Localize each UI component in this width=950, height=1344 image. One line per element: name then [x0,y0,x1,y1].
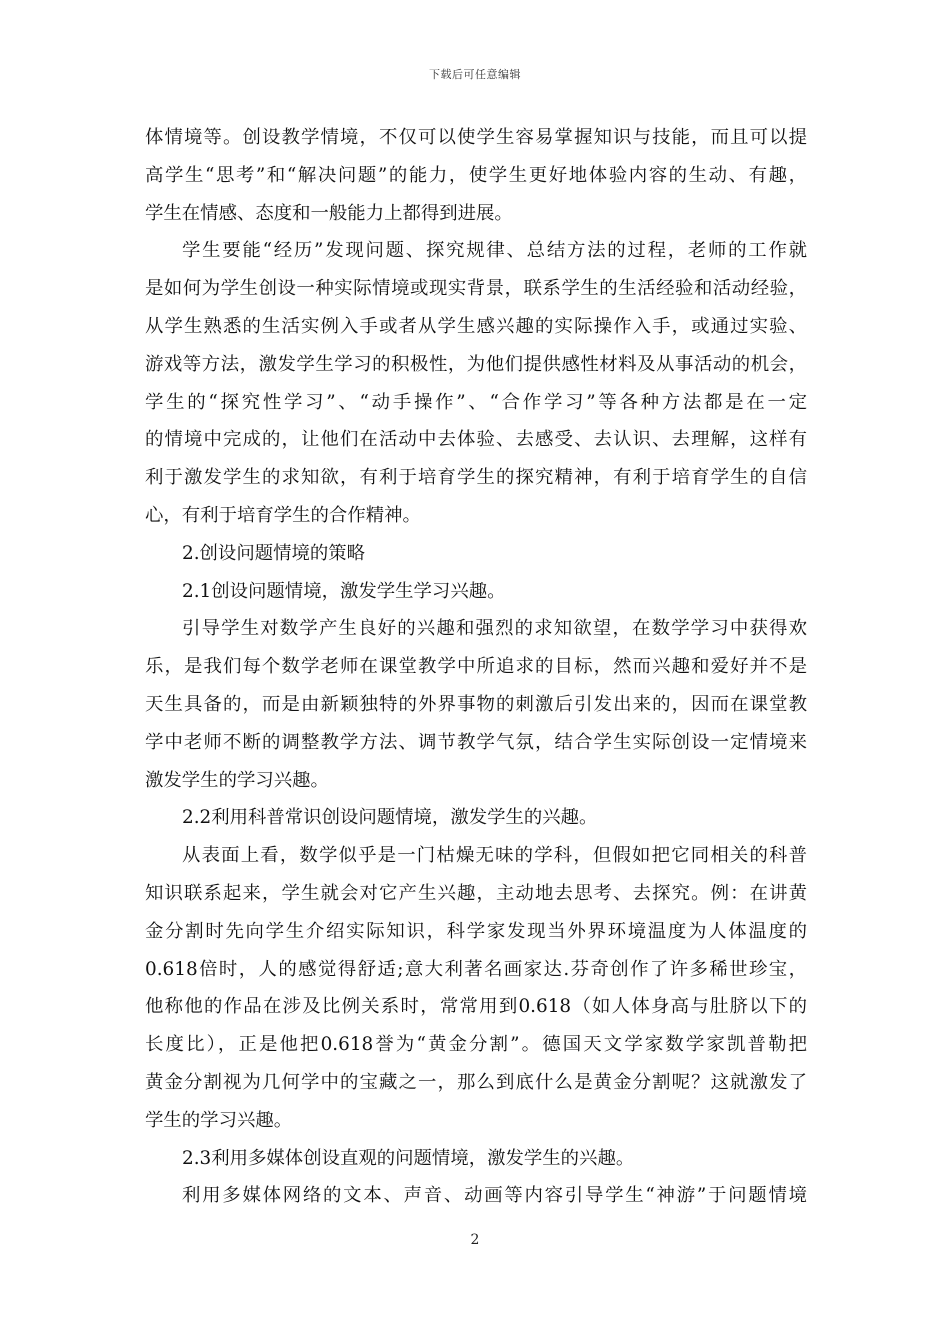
text-line: 黄金分割视为几何学中的宝藏之一，那么到底什么是黄金分割呢？这就激发了 [145,1071,807,1093]
paragraph-start: 引导学生对数学产生良好的兴趣和强烈的求知欲望，在数学学习中获得欢 [182,618,807,640]
text-line: 学中老师不断的调整教学方法、调节教学气氛，结合学生实际创设一定情境来 [145,731,807,753]
page-number: 2 [470,1232,480,1248]
text-line: 长度比），正是他把0.618誉为“黄金分割”。德国天文学家数学家凯普勒把 [145,1034,807,1056]
text-line: 学生的学习兴趣。 [145,1109,293,1131]
text-line: 高学生“思考”和“解决问题”的能力，使学生更好地体验内容的生动、有趣， [145,164,807,186]
text-line: 天生具备的，而是由新颖独特的外界事物的刺激后引发出来的，因而在课堂教 [145,693,807,715]
text-line: 体情境等。创设教学情境，不仅可以使学生容易掌握知识与技能，而且可以提 [145,127,807,148]
text-line: 他称他的作品在涉及比例关系时，常常用到0.618（如人体身高与肚脐以下的 [145,996,807,1018]
document-body [145,119,807,1215]
text-line: 金分割时先向学生介绍实际知识，科学家发现当外界环境温度为人体温度的 [145,920,807,942]
text-line: 是如何为学生创设一种实际情境或现实背景，联系学生的生活经验和活动经验， [145,278,807,300]
subsection-heading: 2.1创设问题情境，激发学生学习兴趣。 [182,580,506,602]
text-line: 从学生熟悉的生活实例入手或者从学生感兴趣的实际操作入手，或通过实验、 [145,315,807,337]
subsection-heading: 2.2利用科普常识创设问题情境，激发学生的兴趣。 [182,807,598,829]
text-line: 学生的“探究性学习”、“动手操作”、“合作学习”等各种方法都是在一定 [145,391,807,413]
text-line: 利于激发学生的求知欲，有利于培育学生的探究精神，有利于培育学生的自信 [145,467,807,489]
text-line: 心，有利于培育学生的合作精神。 [145,504,421,526]
text-line: 0.618倍时，人的感觉得舒适;意大利著名画家达.芬奇创作了许多稀世珍宝， [145,958,807,980]
paragraph-start: 从表面上看，数学似乎是一门枯燥无味的学科，但假如把它同相关的科普 [182,845,807,867]
text-line: 激发学生的学习兴趣。 [145,769,329,791]
paragraph-start: 学生要能“经历”发现问题、探究规律、总结方法的过程，老师的工作就 [182,240,807,262]
text-line: 乐，是我们每个数学老师在课堂教学中所追求的目标，然而兴趣和爱好并不是 [145,656,807,678]
text-line: 知识联系起来，学生就会对它产生兴趣，主动地去思考、去探究。例：在讲黄 [145,882,807,904]
text-line: 的情境中完成的，让他们在活动中去体验、去感受、去认识、去理解，这样有 [145,429,807,451]
subsection-heading: 2.3利用多媒体创设直观的问题情境，激发学生的兴趣。 [182,1147,635,1169]
section-heading: 2.创设问题情境的策略 [182,542,366,564]
text-line: 游戏等方法，激发学生学习的积极性，为他们提供感性材料及从事活动的机会， [145,353,807,375]
page-header: 下载后可任意编辑 [429,68,521,81]
paragraph-start: 利用多媒体网络的文本、声音、动画等内容引导学生“神游”于问题情境 [182,1185,807,1207]
text-line: 学生在情感、态度和一般能力上都得到进展。 [145,202,513,224]
